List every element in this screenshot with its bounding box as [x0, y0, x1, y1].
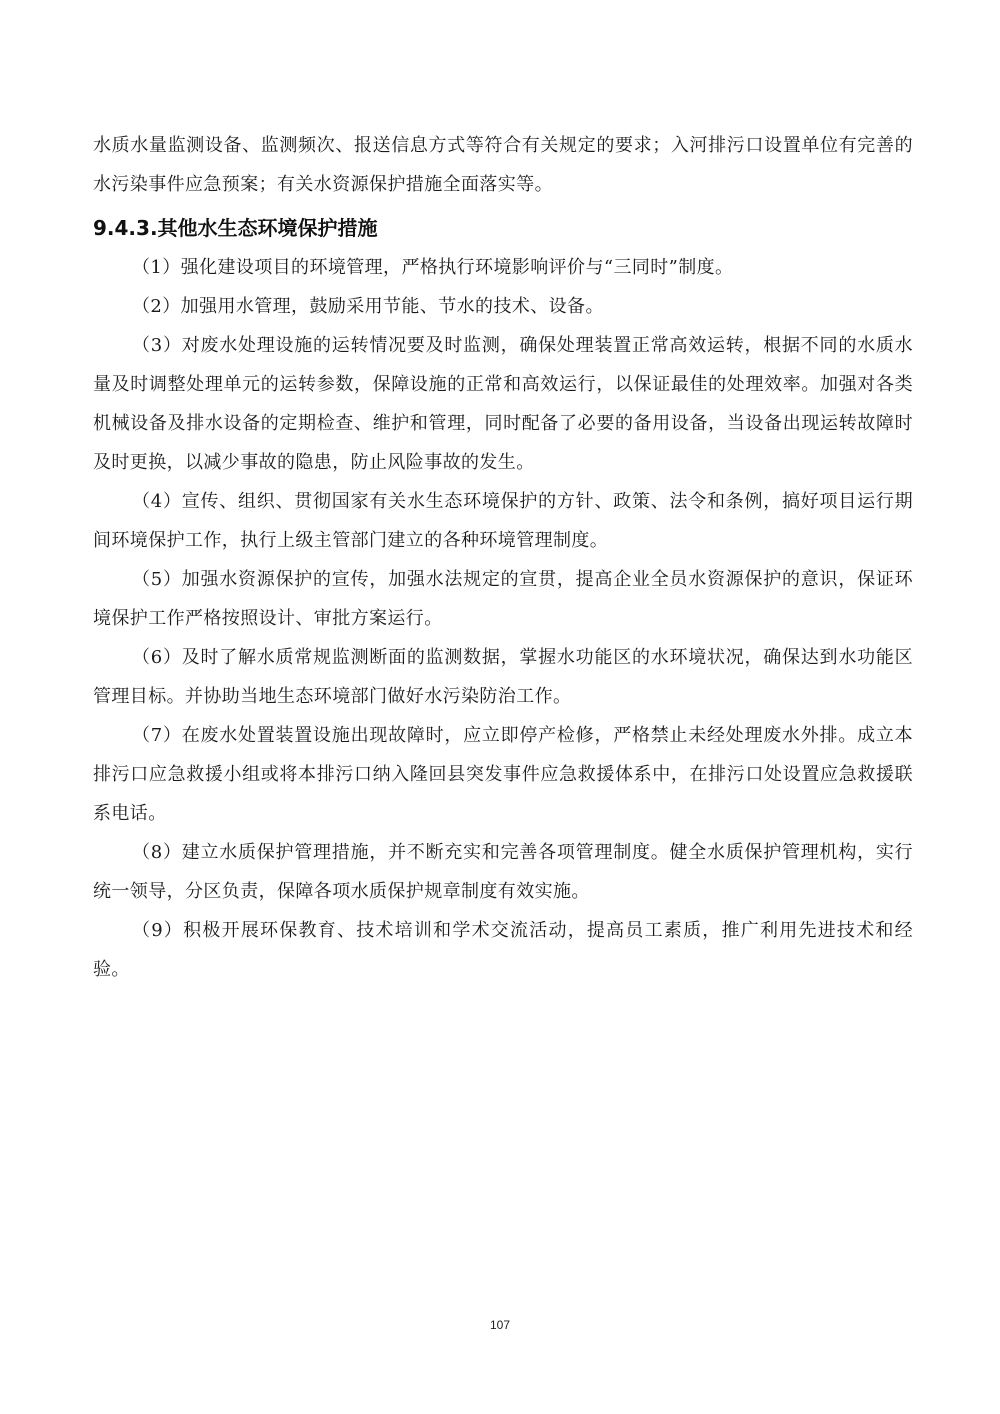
- measure-item-6: （6）及时了解水质常规监测断面的监测数据，掌握水功能区的水环境状况，确保达到水功能区管理目标。并协助当地生态环境部门做好水污染防治工作。: [93, 647, 913, 707]
- measure-item-4: （4）宣传、组织、贯彻国家有关水生态环境保护的方针、政策、法令和条例，搞好项目运行期间环境保护工作，执行上级主管部门建立的各种环境管理制度。: [93, 491, 913, 551]
- measure-item-5: （5）加强水资源保护的宣传，加强水法规定的宣贯，提高企业全员水资源保护的意识，保证环境保护工作严格按照设计、审批方案运行。: [93, 569, 913, 629]
- measure-item-3: （3）对废水处理设施的运转情况要及时监测，确保处理装置正常高效运转，根据不同的水质水量及时调整处理单元的运转参数，保障设施的正常和高效运行，以保证最佳的处理效率。加强对各类机械设备及排水设备的定期检查、维护和管理，同时配备了必要的备用设备，当设备出现运转故障时及时更换，以减少事故的隐患，防止风险事故的发生。: [93, 335, 913, 473]
- page-body: [93, 126, 913, 989]
- section-heading: 9.4.3.其他水生态环境保护措施: [93, 216, 378, 240]
- measure-item-1: （1）强化建设项目的环境管理，严格执行环境影响评价与“三同时”制度。: [132, 257, 734, 278]
- page-number: 107: [489, 1318, 511, 1332]
- intro-paragraph: 水质水量监测设备、监测频次、报送信息方式等符合有关规定的要求；入河排污口设置单位有完善的水污染事件应急预案；有关水资源保护措施全面落实等。: [93, 135, 913, 195]
- measure-item-7: （7）在废水处置装置设施出现故障时，应立即停产检修，严格禁止未经处理废水外排。成立本排污口应急救援小组或将本排污口纳入隆回县突发事件应急救援体系中，在排污口处设置应急救援联系电话。: [93, 725, 913, 824]
- measure-item-2: （2）加强用水管理，鼓励采用节能、节水的技术、设备。: [132, 296, 604, 317]
- measure-item-8: （8）建立水质保护管理措施，并不断充实和完善各项管理制度。健全水质保护管理机构，实行统一领导，分区负责，保障各项水质保护规章制度有效实施。: [93, 842, 913, 902]
- measure-item-9: （9）积极开展环保教育、技术培训和学术交流活动，提高员工素质，推广利用先进技术和经验。: [93, 920, 913, 980]
